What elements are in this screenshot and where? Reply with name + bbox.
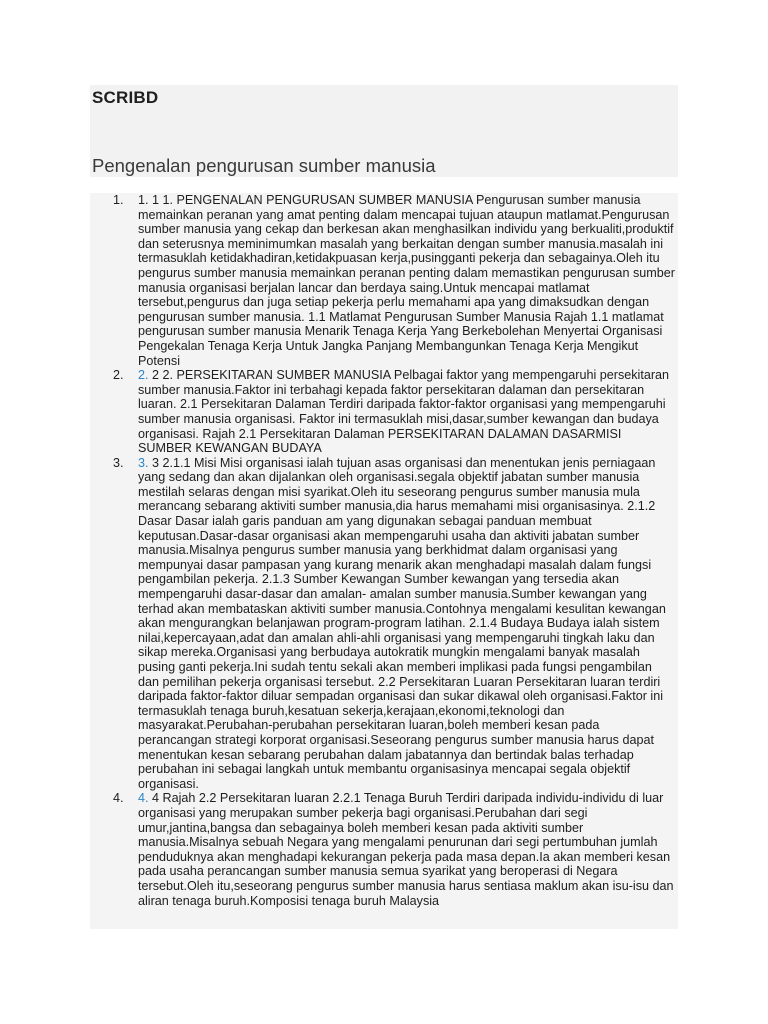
list-item [90,791,678,908]
list-item-text: 1. 1 1. PENGENALAN PENGURUSAN SUMBER MANUSIA Pengurusan sumber manusia memainkan peranan yang amat penting dalam mencapai tujuan ataupun matlamat.Pengurusan sumber manusia yang cekap dan berkesan akan menghasilkan individu yang berkualiti,produktif dan seterusnya meminimumkan masalah yang berkaitan dengan sumber manusia.masalah ini termasuklah ketidakhadiran,ketidakpuasan kerja,pusingganti pekerja dan sebagainya.Oleh itu pengurus sumber manusia memainkan peranan penting dalam memastikan pengurusan sumber manusia organisasi berjalan lancar dan berdaya saing.Untuk mencapai matlamat tersebut,pengurus dan juga setiap pekerja perlu memahami apa yang dimaksudkan dengan pengurusan sumber manusia. 1.1 Matlamat Pengurusan Sumber Manusia Rajah 1.1 matlamat pengurusan sumber manusia Menarik Tenaga Kerja Yang Berkebolehan Menyertai Organisasi Pengekalan Tenaga Kerja Untuk Jangka Panjang Membangunkan Tenaga Kerja Mengikut Potensi [138,193,675,368]
list-item [90,193,678,368]
document-content [90,193,678,929]
brand-logo-text[interactable]: SCRIBD [92,88,159,107]
list-item-text: 3 2.1.1 Misi Misi organisasi ialah tujuan asas organisasi dan menentukan jenis perniagaan yang sedang dan akan dijalankan oleh organisasi.segala objektif jabatan sumber manusia mestilah selaras dengan misi syarikat.Oleh itu seseorang pengurus sumber manusia mula merancang sebarang aktiviti sumber manusia,dia harus memahami misi organisasinya. 2.1.2 Dasar Dasar ialah garis panduan am yang digunakan sebagai panduan membuat keputusan.Dasar-dasar organisasi akan mempengaruhi usaha dan aktiviti jabatan sumber manusia.Misalnya pengurus sumber manusia yang berkhidmat dalam organisasi yang mempunyai dasar pampasan yang kurang menarik akan menghadapi masalah dalam fungsi pengambilan pekerja. 2.1.3 Sumber Kewangan Sumber kewangan yang tersedia akan mempengaruhi dasar-dasar dan amalan- amalan sumber manusia.Sumber kewangan yang terhad akan membataskan aktiviti sumber manusia.Contohnya mengalami kesulitan kewangan akan mengurangkan belanjawan program-program latihan. 2.1.4 Budaya Budaya ialah sistem nilai,kepercayaan,adat dan amalan ahli-ahli organisasi yang mempengaruhi tingkah laku dan sikap mereka.Organisasi yang berbudaya autokratik mungkin mengalami banyak masalah pusing ganti pekerja.Ini sudah tentu sekali akan memberi implikasi pada fungsi pengambilan dan pemilihan pekerja organisasi tersebut. 2.2 Persekitaran Luaran Persekitaran luaran terdiri daripada faktor-faktor diluar sempadan organisasi dan sukar dikawal oleh organisasi.Faktor ini termasuklah tenaga buruh,kesatuan sekerja,kerajaan,ekonomi,teknologi dan masyarakat.Perubahan-perubahan persekitaran luaran,boleh memberi kesan pada perancangan strategi korporat organisasi.Seseorang pengurus sumber manusia harus dapat menentukan kesan sebarang perubahan dalam jabatannya dan bertindak balas terhadap perubahan ini sebagai langkah untuk membantu organisasinya mencapai segala objektif organisasi. [138,455,666,791]
list-item [90,368,678,456]
list-item-number: 1. [113,193,124,207]
page-link[interactable]: 3. [138,455,149,470]
list-item-number: 2. [113,368,124,383]
list-item [90,456,678,792]
list-item-number: 3. [113,455,124,470]
document-list [90,193,678,908]
page-link[interactable]: 4. [138,791,149,806]
list-item-number: 4. [113,791,124,806]
list-item-text: 4 Rajah 2.2 Persekitaran luaran 2.2.1 Tenaga Buruh Terdiri daripada individu-individu di luar organisasi yang merupakan sumber pekerja bagi organisasi.Perubahan dari segi umur,jantina,bangsa dan sebagainya boleh memberi kesan pada aktiviti sumber manusia.Misalnya sebuah Negara yang mengalami penurunan dari segi pertumbuhan jumlah penduduknya akan menghadapi kekurangan pekerja pada masa depan.Ia akan memberi kesan pada usaha perancangan sumber manusia semua syarikat yang beroperasi di Negara tersebut.Oleh itu,seseorang pengurus sumber manusia harus sentiasa maklum akan isu-isu dan aliran tenaga buruh.Komposisi tenaga buruh Malaysia [138,791,674,908]
header-band [90,85,678,177]
list-item-text: 2 2. PERSEKITARAN SUMBER MANUSIA Pelbagai faktor yang mempengaruhi persekitaran sumber manusia.Faktor ini terbahagi kepada faktor persekitaran dalaman dan persekitaran luaran. 2.1 Persekitaran Dalaman Terdiri daripada faktor-faktor organisasi yang mempengaruhi sumber manusia organisasi. Faktor ini termasuklah misi,dasar,sumber kewangan dan budaya organisasi. Rajah 2.1 Persekitaran Dalaman PERSEKITARAN DALAMAN DASARMISI SUMBER KEWANGAN BUDAYA [138,368,670,456]
document-title: Pengenalan pengurusan sumber manusia [92,155,436,176]
page-link[interactable]: 2. [138,368,149,383]
